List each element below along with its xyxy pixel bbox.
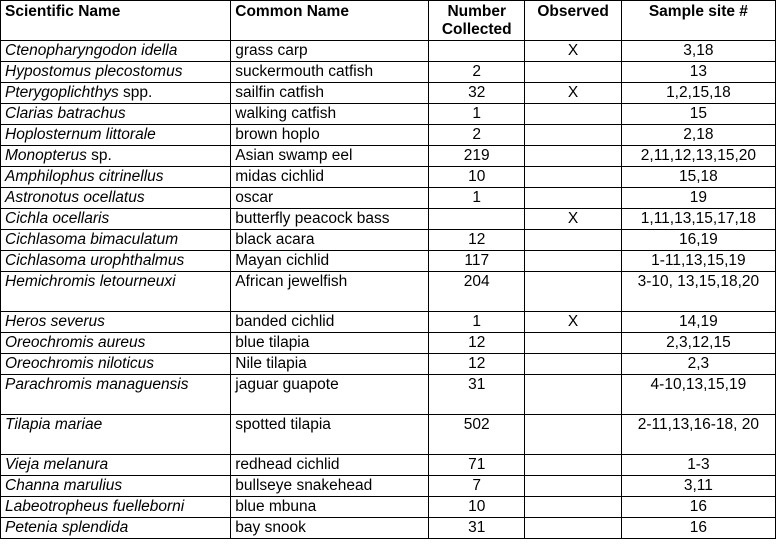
- cell-common-name: African jewelfish: [231, 272, 429, 312]
- cell-sample-site: 3,11: [621, 476, 775, 497]
- cell-scientific-name: [1, 83, 231, 104]
- header-sample-site: Sample site #: [621, 1, 775, 41]
- cell-scientific-name: [1, 62, 231, 83]
- cell-observed: [525, 146, 621, 167]
- cell-number-collected: [429, 41, 525, 62]
- cell-common-name: midas cichlid: [231, 167, 429, 188]
- cell-sample-site: 16: [621, 518, 775, 539]
- cell-common-name: black acara: [231, 230, 429, 251]
- cell-sample-site: 1,11,13,15,17,18: [621, 209, 775, 230]
- cell-observed: [525, 230, 621, 251]
- scientific-name-text: Astronotus ocellatus: [5, 189, 145, 206]
- cell-number-collected: 10: [429, 167, 525, 188]
- cell-observed: [525, 104, 621, 125]
- cell-common-name: suckermouth catfish: [231, 62, 429, 83]
- cell-observed: [525, 62, 621, 83]
- table-row: [1, 188, 776, 209]
- cell-common-name: Mayan cichlid: [231, 251, 429, 272]
- cell-sample-site: 16: [621, 497, 775, 518]
- header-common-name: Common Name: [231, 1, 429, 41]
- table-row: [1, 415, 776, 455]
- cell-observed: [525, 188, 621, 209]
- cell-scientific-name: [1, 125, 231, 146]
- cell-observed: [525, 167, 621, 188]
- cell-observed: X: [525, 209, 621, 230]
- scientific-name-suffix: spp.: [118, 84, 153, 101]
- header-scientific-name: Scientific Name: [1, 1, 231, 41]
- cell-number-collected: 12: [429, 354, 525, 375]
- cell-scientific-name: [1, 272, 231, 312]
- cell-common-name: Nile tilapia: [231, 354, 429, 375]
- cell-observed: X: [525, 312, 621, 333]
- header-row: [1, 1, 776, 41]
- scientific-name-text: Cichla ocellaris: [5, 210, 110, 227]
- table-row: [1, 312, 776, 333]
- cell-common-name: blue mbuna: [231, 497, 429, 518]
- cell-common-name: spotted tilapia: [231, 415, 429, 455]
- scientific-name-text: Monopterus: [5, 147, 87, 164]
- cell-sample-site: 15,18: [621, 167, 775, 188]
- table-row: [1, 272, 776, 312]
- scientific-name-text: Tilapia mariae: [5, 416, 103, 433]
- cell-sample-site: 1-3: [621, 455, 775, 476]
- cell-number-collected: 7: [429, 476, 525, 497]
- cell-sample-site: 1,2,15,18: [621, 83, 775, 104]
- cell-common-name: brown hoplo: [231, 125, 429, 146]
- table-row: [1, 354, 776, 375]
- header-observed: Observed: [525, 1, 621, 41]
- cell-common-name: redhead cichlid: [231, 455, 429, 476]
- scientific-name-text: Oreochromis niloticus: [5, 355, 155, 372]
- cell-scientific-name: [1, 41, 231, 62]
- cell-observed: [525, 497, 621, 518]
- cell-scientific-name: [1, 415, 231, 455]
- cell-sample-site: 3,18: [621, 41, 775, 62]
- cell-number-collected: [429, 209, 525, 230]
- cell-sample-site: 16,19: [621, 230, 775, 251]
- table-row: [1, 333, 776, 354]
- cell-scientific-name: [1, 312, 231, 333]
- cell-common-name: grass carp: [231, 41, 429, 62]
- scientific-name-text: Oreochromis aureus: [5, 334, 146, 351]
- scientific-name-text: Clarias batrachus: [5, 105, 126, 122]
- cell-observed: [525, 375, 621, 415]
- cell-sample-site: 2-11,13,16-18, 20: [621, 415, 775, 455]
- cell-scientific-name: [1, 518, 231, 539]
- cell-number-collected: 2: [429, 125, 525, 146]
- scientific-name-text: Vieja melanura: [5, 456, 109, 473]
- scientific-name-text: Hypostomus plecostomus: [5, 63, 183, 80]
- cell-sample-site: 19: [621, 188, 775, 209]
- cell-sample-site: 15: [621, 104, 775, 125]
- table-row: [1, 375, 776, 415]
- cell-scientific-name: [1, 104, 231, 125]
- cell-observed: [525, 518, 621, 539]
- cell-sample-site: 2,18: [621, 125, 775, 146]
- cell-common-name: bullseye snakehead: [231, 476, 429, 497]
- table-row: [1, 62, 776, 83]
- table-row: [1, 41, 776, 62]
- cell-number-collected: 2: [429, 62, 525, 83]
- cell-scientific-name: [1, 209, 231, 230]
- cell-common-name: banded cichlid: [231, 312, 429, 333]
- cell-sample-site: 3-10, 13,15,18,20: [621, 272, 775, 312]
- cell-scientific-name: [1, 476, 231, 497]
- cell-observed: [525, 272, 621, 312]
- cell-common-name: walking catfish: [231, 104, 429, 125]
- table-row: [1, 251, 776, 272]
- table-row: [1, 230, 776, 251]
- cell-common-name: jaguar guapote: [231, 375, 429, 415]
- cell-number-collected: 117: [429, 251, 525, 272]
- table-row: [1, 209, 776, 230]
- cell-observed: X: [525, 41, 621, 62]
- cell-number-collected: 32: [429, 83, 525, 104]
- scientific-name-text: Labeotropheus fuelleborni: [5, 498, 185, 515]
- cell-number-collected: 12: [429, 333, 525, 354]
- cell-sample-site: 13: [621, 62, 775, 83]
- scientific-name-text: Channa marulius: [5, 477, 123, 494]
- cell-common-name: butterfly peacock bass: [231, 209, 429, 230]
- header-number-collected: Number Collected: [429, 1, 525, 41]
- cell-scientific-name: [1, 455, 231, 476]
- cell-number-collected: 1: [429, 104, 525, 125]
- cell-observed: [525, 333, 621, 354]
- scientific-name-text: Pterygoplichthys: [5, 84, 119, 101]
- cell-sample-site: 2,11,12,13,15,20: [621, 146, 775, 167]
- table-row: [1, 104, 776, 125]
- scientific-name-text: Hoplosternum littorale: [5, 126, 156, 143]
- cell-observed: X: [525, 83, 621, 104]
- cell-sample-site: 2,3: [621, 354, 775, 375]
- cell-number-collected: 12: [429, 230, 525, 251]
- table-row: [1, 455, 776, 476]
- scientific-name-text: Cichlasoma urophthalmus: [5, 252, 185, 269]
- cell-number-collected: 1: [429, 312, 525, 333]
- cell-sample-site: 4-10,13,15,19: [621, 375, 775, 415]
- cell-sample-site: 14,19: [621, 312, 775, 333]
- cell-observed: [525, 125, 621, 146]
- table-row: [1, 518, 776, 539]
- cell-observed: [525, 415, 621, 455]
- table-row: [1, 83, 776, 104]
- cell-scientific-name: [1, 251, 231, 272]
- table-row: [1, 146, 776, 167]
- cell-common-name: Asian swamp eel: [231, 146, 429, 167]
- cell-observed: [525, 455, 621, 476]
- cell-number-collected: 10: [429, 497, 525, 518]
- cell-scientific-name: [1, 188, 231, 209]
- cell-sample-site: 2,3,12,15: [621, 333, 775, 354]
- table-row: [1, 497, 776, 518]
- scientific-name-suffix: sp.: [86, 147, 112, 164]
- scientific-name-text: Cichlasoma bimaculatum: [5, 231, 179, 248]
- cell-common-name: sailfin catfish: [231, 83, 429, 104]
- cell-number-collected: 204: [429, 272, 525, 312]
- cell-scientific-name: [1, 146, 231, 167]
- cell-observed: [525, 251, 621, 272]
- cell-number-collected: 1: [429, 188, 525, 209]
- scientific-name-text: Amphilophus citrinellus: [5, 168, 164, 185]
- cell-observed: [525, 476, 621, 497]
- cell-number-collected: 219: [429, 146, 525, 167]
- cell-number-collected: 31: [429, 518, 525, 539]
- cell-scientific-name: [1, 333, 231, 354]
- cell-number-collected: 31: [429, 375, 525, 415]
- scientific-name-text: Parachromis managuensis: [5, 376, 189, 393]
- cell-common-name: oscar: [231, 188, 429, 209]
- cell-scientific-name: [1, 354, 231, 375]
- table-row: [1, 125, 776, 146]
- table-body: [1, 41, 776, 539]
- scientific-name-text: Heros severus: [5, 313, 105, 330]
- table-row: [1, 476, 776, 497]
- cell-number-collected: 502: [429, 415, 525, 455]
- cell-scientific-name: [1, 230, 231, 251]
- scientific-name-text: Ctenopharyngodon idella: [5, 42, 178, 59]
- cell-scientific-name: [1, 375, 231, 415]
- cell-number-collected: 71: [429, 455, 525, 476]
- cell-observed: [525, 354, 621, 375]
- cell-common-name: bay snook: [231, 518, 429, 539]
- scientific-name-text: Petenia splendida: [5, 519, 129, 536]
- scientific-name-text: Hemichromis letourneuxi: [5, 273, 176, 290]
- cell-common-name: blue tilapia: [231, 333, 429, 354]
- cell-scientific-name: [1, 167, 231, 188]
- cell-sample-site: 1-11,13,15,19: [621, 251, 775, 272]
- table-row: [1, 167, 776, 188]
- cell-scientific-name: [1, 497, 231, 518]
